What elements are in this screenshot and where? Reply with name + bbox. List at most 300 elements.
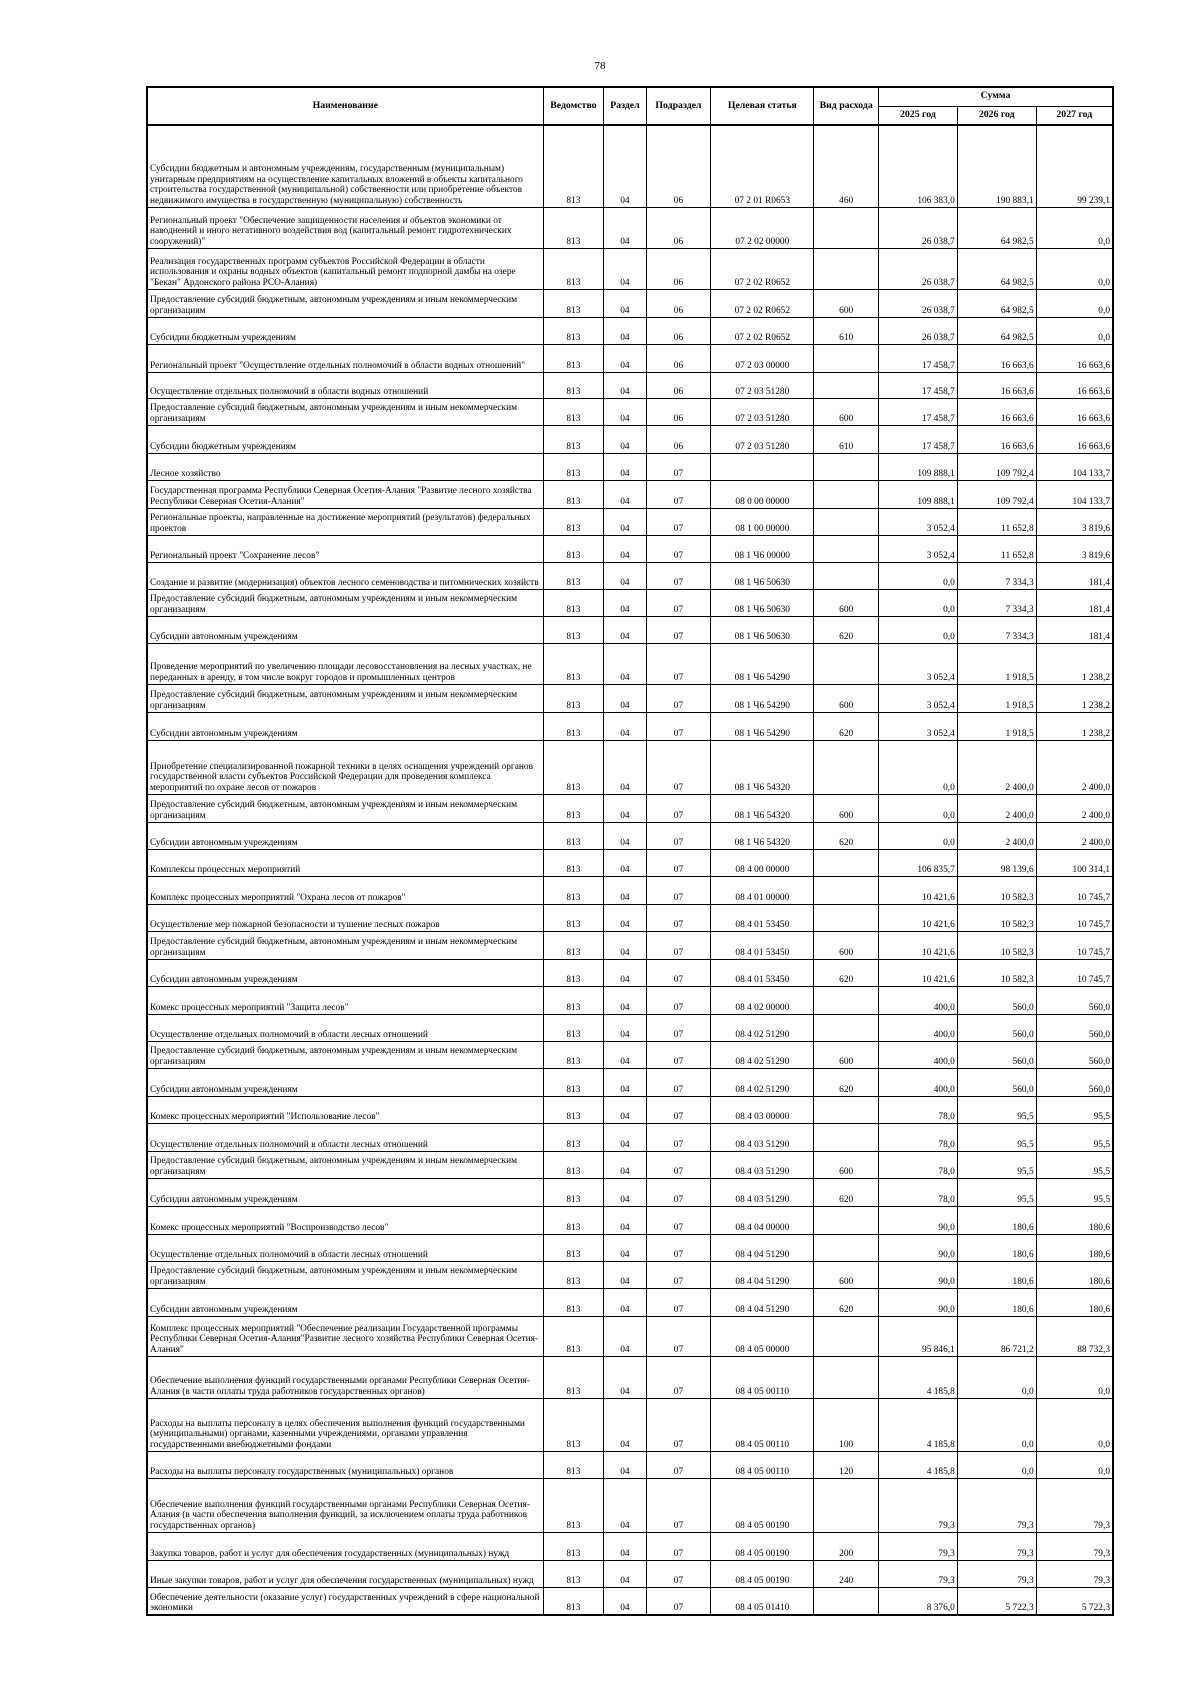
- row-target: 08 4 03 51290: [711, 1151, 814, 1178]
- row-target: 08 1 Ч6 50630: [711, 589, 814, 616]
- row-sum-2027: 16 663,6: [1036, 425, 1113, 453]
- row-sum-2027: 104 133,7: [1036, 480, 1113, 508]
- table-row: [147, 344, 1113, 372]
- row-dept: 813: [543, 425, 604, 453]
- row-sum-2026: 1 918,5: [957, 684, 1036, 712]
- row-sum-2027: 180,6: [1036, 1288, 1113, 1316]
- row-expense-type: 620: [814, 822, 879, 849]
- row-sum-2026: 98 139,6: [957, 849, 1036, 876]
- row-name: Обеспечение выполнения функций государственными органами Республики Северная Осетия-Алания (в части оплаты труда работников государственных органов): [147, 1356, 543, 1398]
- row-target: 08 4 01 53450: [711, 931, 814, 959]
- row-sum-2026: 7 334,3: [957, 562, 1036, 589]
- row-expense-type: [814, 986, 879, 1014]
- row-expense-type: 620: [814, 616, 879, 643]
- row-sum-2025: 106 835,7: [879, 849, 958, 876]
- table-row: [147, 1151, 1113, 1178]
- table-row: [147, 1451, 1113, 1478]
- row-section: 04: [604, 1356, 646, 1398]
- row-sum-2026: 79,3: [957, 1478, 1036, 1532]
- table-row: [147, 589, 1113, 616]
- row-name: Субсидии автономным учреждениям: [147, 1178, 543, 1206]
- row-dept: 813: [543, 1014, 604, 1041]
- table-row: [147, 207, 1113, 248]
- row-sum-2025: 0,0: [879, 589, 958, 616]
- row-sum-2026: 180,6: [957, 1234, 1036, 1261]
- row-sum-2026: 7 334,3: [957, 616, 1036, 643]
- row-dept: 813: [543, 740, 604, 794]
- row-target: 08 4 04 51290: [711, 1234, 814, 1261]
- row-sum-2027: 1 238,2: [1036, 643, 1113, 684]
- row-sum-2026: 0,0: [957, 1451, 1036, 1478]
- row-expense-type: 620: [814, 1178, 879, 1206]
- row-sum-2027: 2 400,0: [1036, 740, 1113, 794]
- header-year-2026: 2026 год: [957, 106, 1036, 125]
- row-sum-2026: 560,0: [957, 1014, 1036, 1041]
- row-expense-type: 610: [814, 425, 879, 453]
- row-name: Создание и развитие (модернизация) объектов лесного семеноводства и питомнических хозяйств: [147, 562, 543, 589]
- row-sum-2025: 400,0: [879, 1014, 958, 1041]
- table-row: [147, 904, 1113, 931]
- row-target: 08 1 Ч6 54320: [711, 794, 814, 822]
- row-target: 08 4 03 51290: [711, 1178, 814, 1206]
- row-dept: 813: [543, 398, 604, 425]
- row-name: Предоставление субсидий бюджетным, автономным учреждениям и иным некоммерческим организациям: [147, 931, 543, 959]
- row-target: 08 1 Ч6 54290: [711, 712, 814, 740]
- row-target: 08 1 00 00000: [711, 508, 814, 535]
- table-row: [147, 1178, 1113, 1206]
- row-expense-type: [814, 207, 879, 248]
- row-name: Комекс процессных мероприятий "Использование лесов": [147, 1096, 543, 1123]
- row-expense-type: [814, 562, 879, 589]
- row-expense-type: 620: [814, 1068, 879, 1096]
- table-row: [147, 684, 1113, 712]
- row-name: Предоставление субсидий бюджетным, автономным учреждениям и иным некоммерческим организациям: [147, 1041, 543, 1068]
- row-section: 04: [604, 372, 646, 398]
- row-sum-2027: 3 819,6: [1036, 535, 1113, 562]
- row-section: 04: [604, 1560, 646, 1587]
- table-row: [147, 616, 1113, 643]
- row-target: 08 4 05 00190: [711, 1478, 814, 1532]
- row-dept: 813: [543, 876, 604, 904]
- row-target: 08 4 05 00190: [711, 1560, 814, 1587]
- row-dept: 813: [543, 317, 604, 344]
- row-sum-2025: 0,0: [879, 822, 958, 849]
- row-subsection: 06: [646, 248, 711, 289]
- row-target: 08 1 Ч6 00000: [711, 535, 814, 562]
- row-section: 04: [604, 849, 646, 876]
- row-subsection: 07: [646, 1478, 711, 1532]
- row-sum-2026: 7 334,3: [957, 589, 1036, 616]
- row-target: 08 4 05 01410: [711, 1587, 814, 1615]
- row-sum-2026: 16 663,6: [957, 372, 1036, 398]
- row-expense-type: 100: [814, 1398, 879, 1451]
- row-sum-2027: 79,3: [1036, 1532, 1113, 1560]
- row-sum-2025: 26 038,7: [879, 248, 958, 289]
- row-name: Комплексы процессных мероприятий: [147, 849, 543, 876]
- table-row: [147, 1096, 1113, 1123]
- row-section: 04: [604, 248, 646, 289]
- row-section: 04: [604, 480, 646, 508]
- row-name: Региональный проект "Обеспечение защищенности населения и объектов экономики от наводнений и иного негативного воздействия вод (капитальный ремонт гидротехнических сооружений)": [147, 207, 543, 248]
- row-subsection: 07: [646, 1096, 711, 1123]
- row-subsection: 07: [646, 1288, 711, 1316]
- table-row: [147, 1234, 1113, 1261]
- table-row: [147, 876, 1113, 904]
- row-section: 04: [604, 616, 646, 643]
- table-row: [147, 372, 1113, 398]
- row-name: Региональный проект "Сохранение лесов": [147, 535, 543, 562]
- row-section: 04: [604, 1096, 646, 1123]
- row-sum-2026: 10 582,3: [957, 959, 1036, 986]
- table-row: [147, 398, 1113, 425]
- row-target: 08 4 04 00000: [711, 1206, 814, 1234]
- row-sum-2027: 0,0: [1036, 1451, 1113, 1478]
- row-sum-2027: 5 722,3: [1036, 1587, 1113, 1615]
- row-sum-2025: 95 846,1: [879, 1316, 958, 1356]
- row-dept: 813: [543, 1478, 604, 1532]
- row-sum-2026: 16 663,6: [957, 398, 1036, 425]
- row-subsection: 07: [646, 1398, 711, 1451]
- row-dept: 813: [543, 1587, 604, 1615]
- row-target: 08 4 01 00000: [711, 876, 814, 904]
- row-section: 04: [604, 959, 646, 986]
- row-section: 04: [604, 453, 646, 480]
- row-section: 04: [604, 643, 646, 684]
- row-sum-2027: 181,4: [1036, 589, 1113, 616]
- row-sum-2027: 0,0: [1036, 317, 1113, 344]
- row-sum-2026: 64 982,5: [957, 289, 1036, 317]
- row-name: Субсидии бюджетным и автономным учреждениям, государственным (муниципальным) унитарным предприятиям на осуществление капитальных вложений в объекты капитального строительства государственной (муниципальной) собственности или приобретение объектов недвижимого имущества в государственную (муниципальную) собственность: [147, 125, 543, 207]
- row-name: Комекс процессных мероприятий "Воспроизводство лесов": [147, 1206, 543, 1234]
- row-sum-2027: 104 133,7: [1036, 453, 1113, 480]
- row-target: 07 2 02 00000: [711, 207, 814, 248]
- row-subsection: 07: [646, 535, 711, 562]
- row-sum-2026: 64 982,5: [957, 248, 1036, 289]
- row-sum-2025: 90,0: [879, 1288, 958, 1316]
- row-target: 08 4 03 51290: [711, 1123, 814, 1151]
- row-target: 08 4 02 00000: [711, 986, 814, 1014]
- table-header: [147, 87, 1113, 125]
- row-dept: 813: [543, 1206, 604, 1234]
- row-subsection: 07: [646, 931, 711, 959]
- row-sum-2027: 10 745,7: [1036, 904, 1113, 931]
- row-sum-2025: 26 038,7: [879, 289, 958, 317]
- row-name: Субсидии автономным учреждениям: [147, 712, 543, 740]
- row-expense-type: 460: [814, 125, 879, 207]
- row-section: 04: [604, 876, 646, 904]
- row-expense-type: 600: [814, 1261, 879, 1288]
- row-dept: 813: [543, 712, 604, 740]
- row-section: 04: [604, 562, 646, 589]
- row-expense-type: [814, 1123, 879, 1151]
- header-expense-type: Вид расхода: [814, 87, 879, 125]
- row-sum-2025: 79,3: [879, 1478, 958, 1532]
- row-expense-type: 120: [814, 1451, 879, 1478]
- row-expense-type: [814, 344, 879, 372]
- table-row: [147, 849, 1113, 876]
- row-subsection: 07: [646, 589, 711, 616]
- row-name: Закупка товаров, работ и услуг для обеспечения государственных (муниципальных) нужд: [147, 1532, 543, 1560]
- row-subsection: 07: [646, 1356, 711, 1398]
- row-sum-2025: 78,0: [879, 1096, 958, 1123]
- row-dept: 813: [543, 344, 604, 372]
- row-target: 08 1 Ч6 54320: [711, 822, 814, 849]
- row-sum-2027: 95,5: [1036, 1151, 1113, 1178]
- table-row: [147, 931, 1113, 959]
- row-sum-2025: 4 185,8: [879, 1451, 958, 1478]
- row-section: 04: [604, 289, 646, 317]
- table-row: [147, 1356, 1113, 1398]
- row-subsection: 06: [646, 207, 711, 248]
- row-sum-2025: 26 038,7: [879, 207, 958, 248]
- row-sum-2026: 5 722,3: [957, 1587, 1036, 1615]
- row-name: Обеспечение выполнения функций государственными органами Республики Северная Осетия-Алания (в части обеспечения выполнения функций, за исключением оплаты труда работников государственных органов): [147, 1478, 543, 1532]
- row-sum-2027: 95,5: [1036, 1178, 1113, 1206]
- row-sum-2025: 3 052,4: [879, 508, 958, 535]
- row-target: 08 1 Ч6 50630: [711, 616, 814, 643]
- row-dept: 813: [543, 372, 604, 398]
- row-sum-2027: 560,0: [1036, 1068, 1113, 1096]
- row-name: Иные закупки товаров, работ и услуг для обеспечения государственных (муниципальных) нужд: [147, 1560, 543, 1587]
- table-row: [147, 1261, 1113, 1288]
- row-name: Осуществление отдельных полномочий в области лесных отношений: [147, 1123, 543, 1151]
- row-name: Осуществление мер пожарной безопасности и тушение лесных пожаров: [147, 904, 543, 931]
- row-name: Предоставление субсидий бюджетным, автономным учреждениям и иным некоммерческим организациям: [147, 1261, 543, 1288]
- row-section: 04: [604, 712, 646, 740]
- table-row: [147, 508, 1113, 535]
- row-name: Расходы на выплаты персоналу в целях обеспечения выполнения функций государственными (муниципальными) органами, казенными учреждениями, органами управления государственными внебюджетными фондами: [147, 1398, 543, 1451]
- row-name: Региональные проекты, направленные на достижение мероприятий (результатов) федеральных проектов: [147, 508, 543, 535]
- row-sum-2026: 16 663,6: [957, 344, 1036, 372]
- row-expense-type: 600: [814, 931, 879, 959]
- row-expense-type: 620: [814, 1288, 879, 1316]
- row-section: 04: [604, 1478, 646, 1532]
- row-sum-2025: 10 421,6: [879, 876, 958, 904]
- row-sum-2027: 95,5: [1036, 1123, 1113, 1151]
- row-target: 08 4 05 00110: [711, 1451, 814, 1478]
- row-name: Приобретение специализированной пожарной техники в целях оснащения учреждений органов государственной власти субъектов Российской Федерации для проведения комплекса мероприятий по охране лесов от пожаров: [147, 740, 543, 794]
- row-target: 08 4 01 53450: [711, 959, 814, 986]
- row-subsection: 07: [646, 562, 711, 589]
- row-expense-type: 600: [814, 589, 879, 616]
- row-sum-2025: 17 458,7: [879, 425, 958, 453]
- row-subsection: 06: [646, 125, 711, 207]
- row-sum-2027: 95,5: [1036, 1096, 1113, 1123]
- row-dept: 813: [543, 904, 604, 931]
- header-subsection: Подраздел: [646, 87, 711, 125]
- row-dept: 813: [543, 1316, 604, 1356]
- row-subsection: 07: [646, 1587, 711, 1615]
- row-sum-2027: 0,0: [1036, 207, 1113, 248]
- row-name: Субсидии автономным учреждениям: [147, 1288, 543, 1316]
- row-section: 04: [604, 986, 646, 1014]
- row-sum-2026: 11 652,8: [957, 535, 1036, 562]
- row-subsection: 06: [646, 398, 711, 425]
- row-sum-2026: 64 982,5: [957, 207, 1036, 248]
- row-dept: 813: [543, 1288, 604, 1316]
- row-subsection: 06: [646, 425, 711, 453]
- row-sum-2025: 78,0: [879, 1178, 958, 1206]
- row-expense-type: 240: [814, 1560, 879, 1587]
- row-section: 04: [604, 344, 646, 372]
- row-expense-type: 600: [814, 794, 879, 822]
- row-sum-2025: 0,0: [879, 794, 958, 822]
- row-dept: 813: [543, 289, 604, 317]
- row-subsection: 07: [646, 794, 711, 822]
- row-section: 04: [604, 535, 646, 562]
- row-sum-2026: 79,3: [957, 1560, 1036, 1587]
- row-dept: 813: [543, 453, 604, 480]
- row-section: 04: [604, 1068, 646, 1096]
- header-sum: Сумма: [879, 87, 1113, 106]
- row-sum-2026: 79,3: [957, 1532, 1036, 1560]
- row-subsection: 06: [646, 317, 711, 344]
- row-name: Проведение мероприятий по увеличению площади лесовосстановления на лесных участках, не переданных в аренду, в том числе вокруг городов и промышленных центров: [147, 643, 543, 684]
- row-name: Комплекс процессных мероприятий "Обеспечение реализации Государственной программы Республики Северная Осетия-Алания"Развитие лесного хозяйства Республики Северная Осетия-Алания": [147, 1316, 543, 1356]
- row-sum-2025: 26 038,7: [879, 317, 958, 344]
- row-subsection: 07: [646, 959, 711, 986]
- row-dept: 813: [543, 643, 604, 684]
- row-section: 04: [604, 508, 646, 535]
- row-section: 04: [604, 1532, 646, 1560]
- header-year-2027: 2027 год: [1036, 106, 1113, 125]
- row-subsection: 06: [646, 289, 711, 317]
- row-sum-2027: 1 238,2: [1036, 712, 1113, 740]
- row-sum-2027: 0,0: [1036, 289, 1113, 317]
- row-target: 08 4 04 51290: [711, 1261, 814, 1288]
- row-sum-2026: 1 918,5: [957, 712, 1036, 740]
- row-sum-2025: 109 888,1: [879, 453, 958, 480]
- row-subsection: 07: [646, 1068, 711, 1096]
- row-sum-2027: 88 732,3: [1036, 1316, 1113, 1356]
- row-sum-2027: 16 663,6: [1036, 372, 1113, 398]
- row-sum-2027: 181,4: [1036, 562, 1113, 589]
- row-dept: 813: [543, 616, 604, 643]
- row-sum-2026: 95,5: [957, 1178, 1036, 1206]
- row-section: 04: [604, 1261, 646, 1288]
- row-expense-type: [814, 740, 879, 794]
- row-sum-2025: 90,0: [879, 1234, 958, 1261]
- row-dept: 813: [543, 508, 604, 535]
- row-target: 08 4 02 51290: [711, 1014, 814, 1041]
- table-row: [147, 959, 1113, 986]
- row-dept: 813: [543, 562, 604, 589]
- row-section: 04: [604, 425, 646, 453]
- header-dept: Ведомство: [543, 87, 604, 125]
- row-sum-2026: 180,6: [957, 1288, 1036, 1316]
- row-name: Субсидии автономным учреждениям: [147, 616, 543, 643]
- row-section: 04: [604, 1316, 646, 1356]
- table-row: [147, 822, 1113, 849]
- row-sum-2026: 10 582,3: [957, 904, 1036, 931]
- table-row: [147, 1587, 1113, 1615]
- row-subsection: 07: [646, 616, 711, 643]
- row-name: Комекс процессных мероприятий "Защита лесов": [147, 986, 543, 1014]
- row-target: 07 2 01 R0653: [711, 125, 814, 207]
- table-row: [147, 1398, 1113, 1451]
- row-subsection: 07: [646, 453, 711, 480]
- row-dept: 813: [543, 794, 604, 822]
- row-sum-2027: 0,0: [1036, 1398, 1113, 1451]
- row-sum-2025: 90,0: [879, 1206, 958, 1234]
- row-sum-2025: 78,0: [879, 1123, 958, 1151]
- row-sum-2027: 10 745,7: [1036, 931, 1113, 959]
- row-subsection: 07: [646, 740, 711, 794]
- row-expense-type: 600: [814, 1151, 879, 1178]
- row-subsection: 07: [646, 1560, 711, 1587]
- row-name: Реализация государственных программ субъектов Российской Федерации в области использования и охраны водных объектов (капитальный ремонт подпорной дамбы на озере "Бекан" Ардонского района РСО-Алания): [147, 248, 543, 289]
- row-dept: 813: [543, 1560, 604, 1587]
- row-expense-type: [814, 1316, 879, 1356]
- row-section: 04: [604, 125, 646, 207]
- row-section: 04: [604, 1234, 646, 1261]
- row-sum-2025: 3 052,4: [879, 535, 958, 562]
- row-sum-2025: 400,0: [879, 986, 958, 1014]
- row-section: 04: [604, 794, 646, 822]
- row-subsection: 07: [646, 643, 711, 684]
- row-dept: 813: [543, 1151, 604, 1178]
- row-sum-2027: 180,6: [1036, 1261, 1113, 1288]
- row-subsection: 07: [646, 1206, 711, 1234]
- row-sum-2026: 95,5: [957, 1123, 1036, 1151]
- row-subsection: 07: [646, 1234, 711, 1261]
- row-subsection: 07: [646, 1532, 711, 1560]
- row-section: 04: [604, 1288, 646, 1316]
- row-subsection: 07: [646, 712, 711, 740]
- row-dept: 813: [543, 684, 604, 712]
- row-section: 04: [604, 1014, 646, 1041]
- row-sum-2025: 10 421,6: [879, 959, 958, 986]
- row-target: 08 1 Ч6 54290: [711, 643, 814, 684]
- row-sum-2025: 8 376,0: [879, 1587, 958, 1615]
- table-row: [147, 248, 1113, 289]
- row-subsection: 07: [646, 684, 711, 712]
- row-name: Расходы на выплаты персоналу государственных (муниципальных) органов: [147, 1451, 543, 1478]
- row-sum-2027: 10 745,7: [1036, 876, 1113, 904]
- row-target: 08 4 02 51290: [711, 1041, 814, 1068]
- table-row: [147, 1316, 1113, 1356]
- row-sum-2027: 16 663,6: [1036, 344, 1113, 372]
- row-sum-2025: 3 052,4: [879, 643, 958, 684]
- row-sum-2025: 4 185,8: [879, 1356, 958, 1398]
- row-section: 04: [604, 684, 646, 712]
- row-expense-type: [814, 1234, 879, 1261]
- row-sum-2027: 0,0: [1036, 248, 1113, 289]
- row-sum-2025: 10 421,6: [879, 904, 958, 931]
- row-sum-2027: 180,6: [1036, 1206, 1113, 1234]
- row-name: Предоставление субсидий бюджетным, автономным учреждениям и иным некоммерческим организациям: [147, 589, 543, 616]
- row-sum-2026: 95,5: [957, 1151, 1036, 1178]
- row-section: 04: [604, 1587, 646, 1615]
- row-dept: 813: [543, 1068, 604, 1096]
- row-dept: 813: [543, 959, 604, 986]
- row-name: Осуществление отдельных полномочий в области водных отношений: [147, 372, 543, 398]
- row-section: 04: [604, 1123, 646, 1151]
- row-subsection: 07: [646, 1178, 711, 1206]
- row-sum-2027: 560,0: [1036, 1014, 1113, 1041]
- row-name: Субсидии бюджетным учреждениям: [147, 425, 543, 453]
- row-expense-type: [814, 372, 879, 398]
- row-target: 07 2 03 51280: [711, 372, 814, 398]
- row-expense-type: 200: [814, 1532, 879, 1560]
- row-target: 08 4 02 51290: [711, 1068, 814, 1096]
- row-sum-2025: 10 421,6: [879, 931, 958, 959]
- table-row: [147, 535, 1113, 562]
- row-target: 07 2 03 00000: [711, 344, 814, 372]
- row-dept: 813: [543, 1234, 604, 1261]
- row-sum-2025: 106 383,0: [879, 125, 958, 207]
- row-target: 07 2 03 51280: [711, 425, 814, 453]
